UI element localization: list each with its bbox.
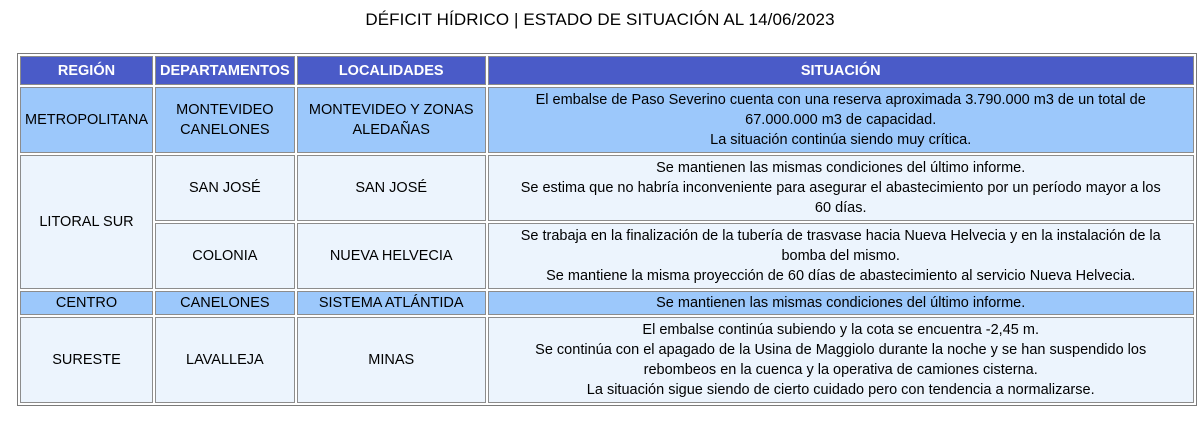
region-cell: CENTRO: [20, 291, 153, 315]
localidad-cell: NUEVA HELVECIA: [297, 223, 486, 289]
region-cell: LITORAL SUR: [20, 155, 153, 289]
situacion-cell: Se mantienen las mismas condiciones del último informe. Se estima que no habría inconveniente para asegurar el abastecimiento por un período mayor a los 60 días.: [488, 155, 1194, 221]
header-region: REGIÓN: [20, 56, 153, 85]
situacion-cell: Se trabaja en la finalización de la tubería de trasvase hacia Nueva Helvecia y en la instalación de la bomba del mismo. Se mantiene la misma proyección de 60 días de abastecimiento al servicio Nueva Helvecia.: [488, 223, 1194, 289]
table-row: [20, 87, 1194, 153]
table-header-row: [20, 56, 1194, 85]
departamento-cell: LAVALLEJA: [155, 317, 295, 403]
localidad-cell: MONTEVIDEO Y ZONAS ALEDAÑAS: [297, 87, 486, 153]
departamento-cell: CANELONES: [155, 291, 295, 315]
region-cell: SURESTE: [20, 317, 153, 403]
localidad-cell: MINAS: [297, 317, 486, 403]
departamento-cell: MONTEVIDEO CANELONES: [155, 87, 295, 153]
page-title: DÉFICIT HÍDRICO | ESTADO DE SITUACIÓN AL 14/06/2023: [365, 10, 835, 29]
header-localidades: LOCALIDADES: [297, 56, 486, 85]
header-situacion: SITUACIÓN: [488, 56, 1194, 85]
localidad-cell: SISTEMA ATLÁNTIDA: [297, 291, 486, 315]
situacion-cell: El embalse continúa subiendo y la cota se encuentra -2,45 m. Se continúa con el apagado de la Usina de Maggiolo durante la noche y se han suspendido los rebombeos en la cuenca y la operativa de camiones cisterna. La situación sigue siendo de cierto cuidado pero con tendencia a normalizarse.: [488, 317, 1194, 403]
table-row: [20, 155, 1194, 221]
table-row: [20, 317, 1194, 403]
region-cell: METROPOLITANA: [20, 87, 153, 153]
situacion-cell: Se mantienen las mismas condiciones del último informe.: [488, 291, 1194, 315]
header-departamentos: DEPARTAMENTOS: [155, 56, 295, 85]
table-row: [20, 223, 1194, 289]
status-table: [17, 53, 1197, 406]
situacion-cell: El embalse de Paso Severino cuenta con una reserva aproximada 3.790.000 m3 de un total de 67.000.000 m3 de capacidad. La situación continúa siendo muy crítica.: [488, 87, 1194, 153]
table-row: [20, 291, 1194, 315]
departamento-cell: COLONIA: [155, 223, 295, 289]
localidad-cell: SAN JOSÉ: [297, 155, 486, 221]
departamento-cell: SAN JOSÉ: [155, 155, 295, 221]
